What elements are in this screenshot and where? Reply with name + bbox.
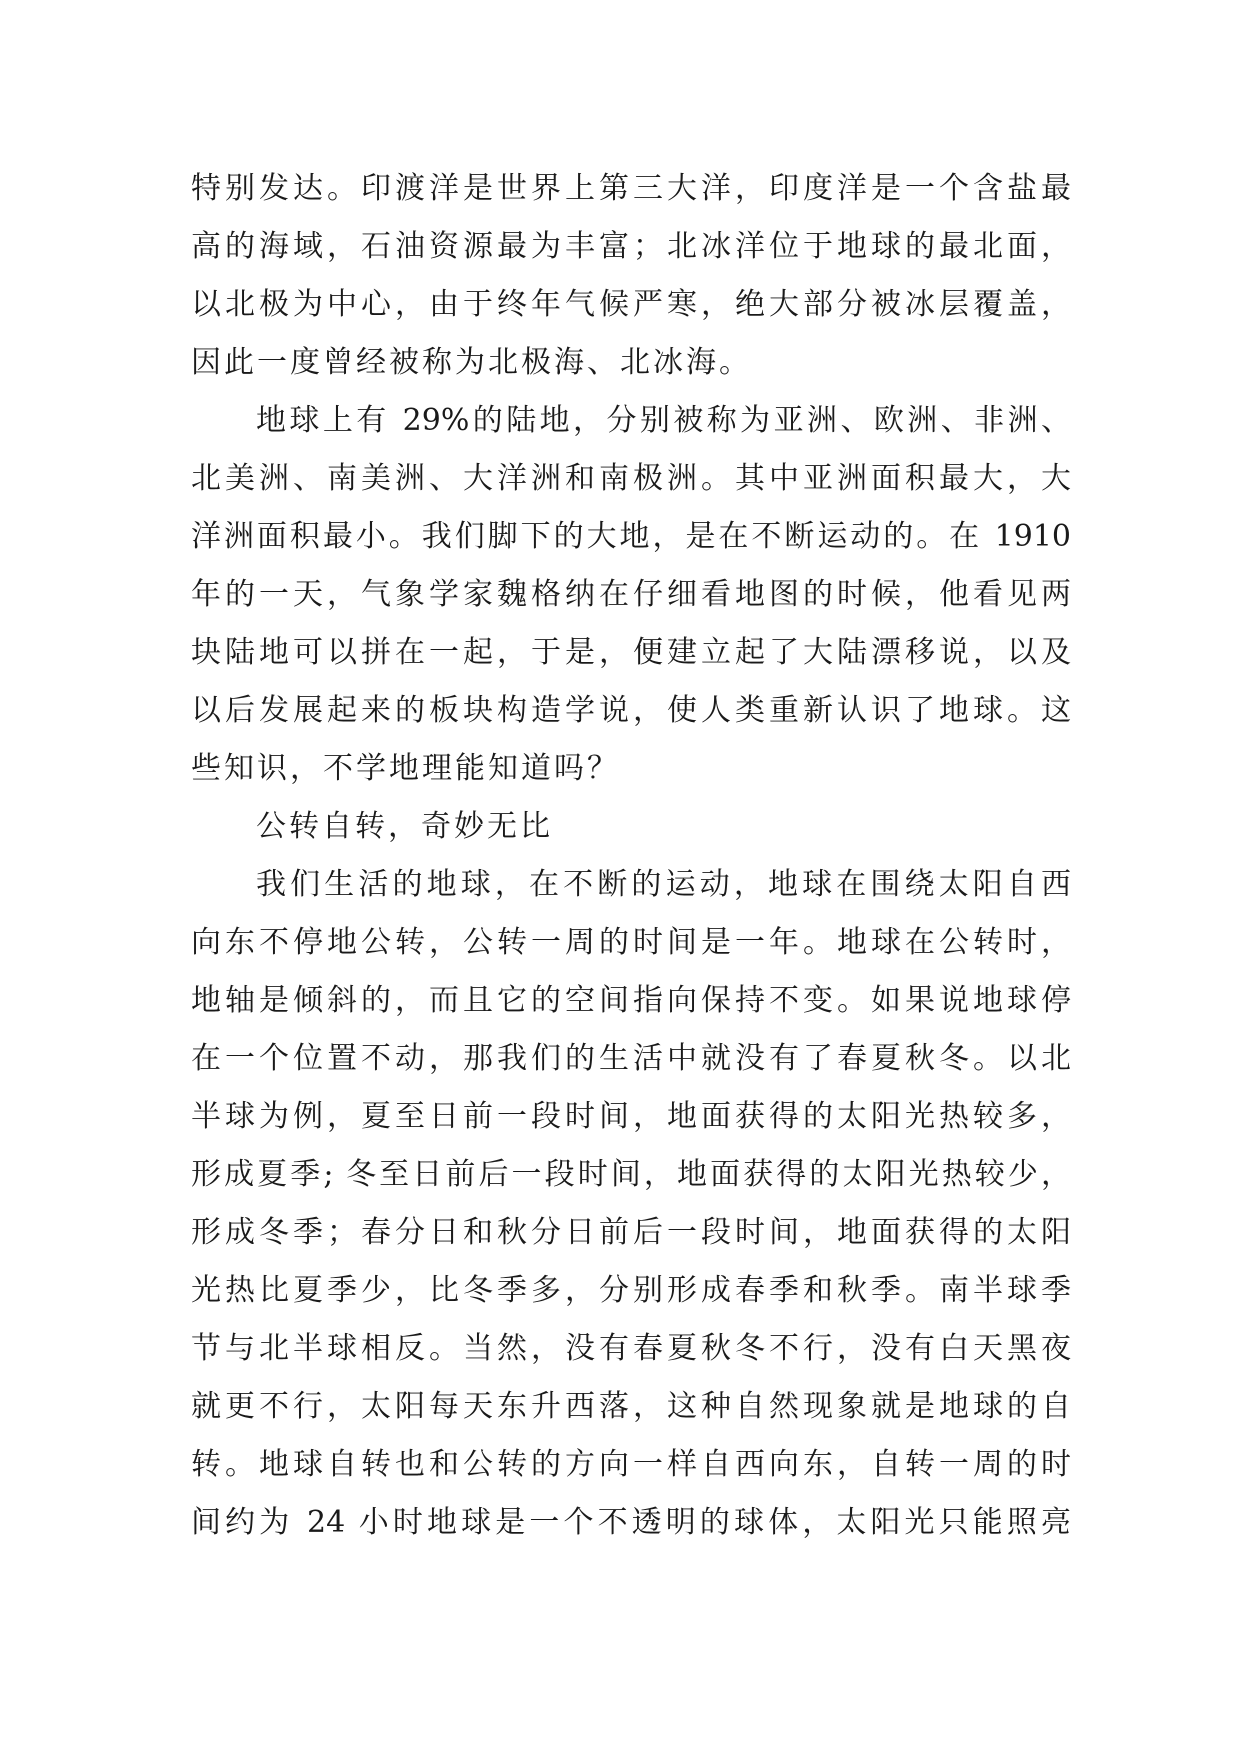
text-line: 以后发展起来的板块构造学说，使人类重新认识了地球。这	[191, 693, 1071, 728]
text-line: 半球为例，夏至日前一段时间，地面获得的太阳光热较多，	[191, 1099, 1071, 1134]
text-line: 转。地球自转也和公转的方向一样自西向东，自转一周的时	[191, 1447, 1071, 1482]
text-line: 就更不行，太阳每天东升西落，这种自然现象就是地球的自	[191, 1389, 1071, 1424]
text-line: 洋洲面积最小。我们脚下的大地，是在不断运动的。在 1910	[191, 519, 1071, 554]
text-line: 些知识，不学地理能知道吗？	[191, 751, 620, 786]
paragraph-first-line: 地球上有 29%的陆地，分别被称为亚洲、欧洲、非洲、	[256, 403, 1071, 438]
text-line: 因此一度曾经被称为北极海、北冰海。	[191, 345, 752, 380]
text-line: 向东不停地公转，公转一周的时间是一年。地球在公转时，	[191, 925, 1071, 960]
text-line: 以北极为中心，由于终年气候严寒，绝大部分被冰层覆盖，	[191, 287, 1071, 322]
text-line: 在一个位置不动，那我们的生活中就没有了春夏秋冬。以北	[191, 1041, 1071, 1076]
text-line: 形成冬季；春分日和秋分日前后一段时间，地面获得的太阳	[191, 1215, 1071, 1250]
section-heading: 公转自转，奇妙无比	[256, 809, 553, 844]
text-line: 光热比夏季少，比冬季多，分别形成春季和秋季。南半球季	[191, 1273, 1071, 1308]
text-line: 形成夏季; 冬至日前后一段时间，地面获得的太阳光热较少，	[191, 1157, 1071, 1192]
text-line: 节与北半球相反。当然，没有春夏秋冬不行，没有白天黑夜	[191, 1331, 1071, 1366]
text-line: 地轴是倾斜的，而且它的空间指向保持不变。如果说地球停	[191, 983, 1071, 1018]
body-text	[191, 160, 1071, 1552]
text-line: 间约为 24 小时地球是一个不透明的球体，太阳光只能照亮	[191, 1505, 1071, 1540]
text-line: 特别发达。印渡洋是世界上第三大洋，印度洋是一个含盐最	[191, 171, 1071, 206]
text-line: 块陆地可以拼在一起，于是，便建立起了大陆漂移说，以及	[191, 635, 1071, 670]
text-line: 高的海域，石油资源最为丰富；北冰洋位于地球的最北面，	[191, 229, 1071, 264]
text-line: 年的一天，气象学家魏格纳在仔细看地图的时候，他看见两	[191, 577, 1071, 612]
text-line: 北美洲、南美洲、大洋洲和南极洲。其中亚洲面积最大，大	[191, 461, 1071, 496]
paragraph-first-line: 我们生活的地球，在不断的运动，地球在围绕太阳自西	[256, 867, 1071, 902]
